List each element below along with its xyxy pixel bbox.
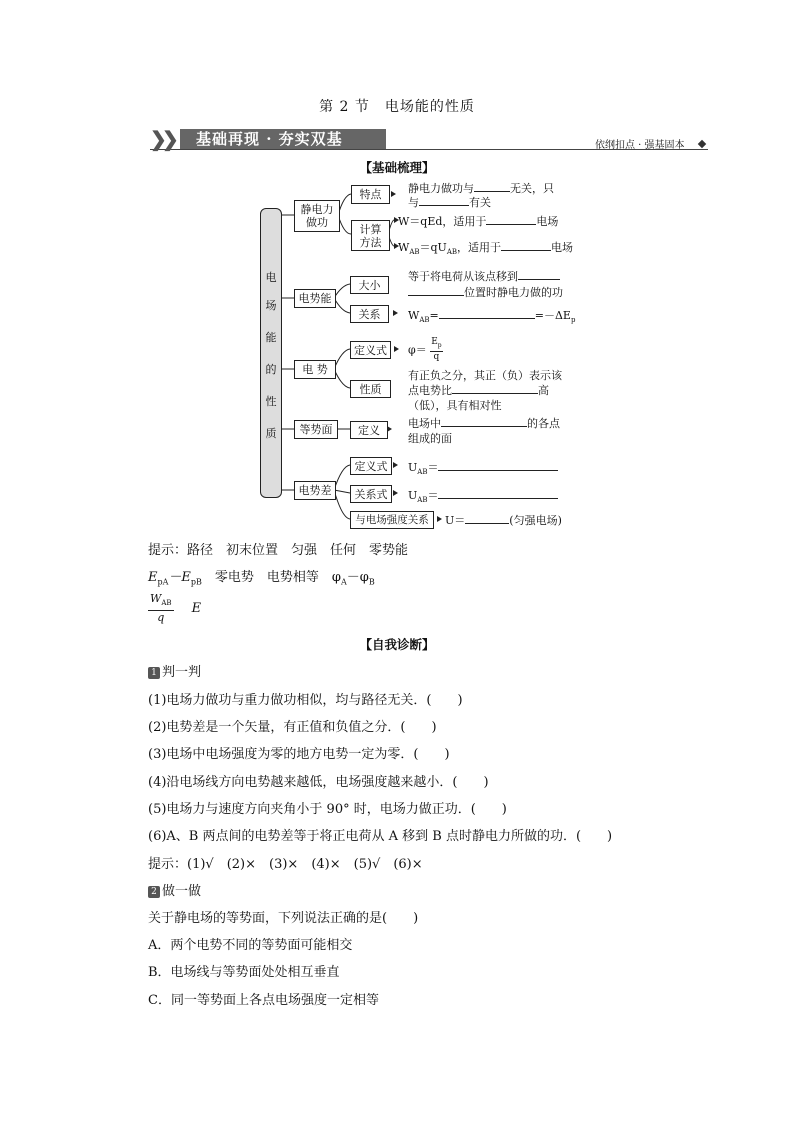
banner-right-text: 依纲扣点 · 强基固本 — [595, 140, 685, 151]
text-calc2: $W_{AB}=qU_{AB}$，适用于 电场 — [398, 241, 574, 257]
text-pd-relation: $U_{AB}=$ — [408, 487, 558, 504]
doit-option: A．两个电势不同的等势面可能相交 — [148, 938, 353, 953]
text-magnitude-line2: 位置时静电力做的功 — [408, 284, 563, 300]
root-char: 电 — [265, 271, 277, 284]
text-property-line3: （低），具有相对性 — [408, 399, 502, 412]
node-pd-relation: 关系式 — [350, 485, 392, 503]
text-magnitude-line1: 等于将电荷从该点移到 — [408, 268, 560, 284]
judge-item: (6)A、B 两点间的电势差等于将正电荷从 A 移到 B 点时静电力所做的功．( ) — [148, 829, 613, 844]
node-feature: 特点 — [351, 185, 390, 204]
root-char: 场 — [265, 299, 277, 312]
doit-question: 关于静电场的等势面，下列说法正确的是( ) — [148, 911, 419, 926]
page-title: 第 2 节 电场能的性质 — [319, 99, 475, 115]
number-badge: 2 — [148, 886, 160, 898]
hint-line-2: $E_{pA}-E_{pB}$ 零电势 电势相等 $\varphi_A-\varphi_B$ — [148, 570, 375, 587]
text-feature-line1: 静电力做功与 无关，只 — [408, 182, 554, 195]
judge-item: (5)电场力与速度方向夹角小于 90° 时，电场力做正功．( ) — [148, 802, 507, 817]
doit-heading: 2 做一做 — [148, 880, 201, 899]
node-calc-label: 计算方法 — [359, 222, 382, 249]
hint-line-3: $W_{AB}$ q E — [150, 592, 202, 625]
mindmap-root — [260, 208, 282, 498]
node-calc-method — [351, 220, 390, 251]
judge-heading: 1 判一判 — [148, 661, 201, 680]
text-eq-line1: 电场中 的各点 — [408, 417, 560, 430]
judge-item: (4)沿电场线方向电势越来越低，电场强度越来越小．( ) — [148, 775, 489, 790]
root-char: 性 — [265, 395, 277, 408]
node-definition: 定义式 — [350, 341, 391, 359]
text-property-line1: 有正负之分，其正（负）表示该 — [408, 369, 562, 382]
judge-item: (3)电场中电场强度为零的地方电势一定为零．( ) — [148, 747, 450, 762]
section-heading-diagnose: 【自我诊断】 — [359, 637, 435, 652]
branch-potential-difference: 电势差 — [294, 481, 336, 500]
node-eq-definition: 定义 — [350, 421, 388, 439]
text-pd-definition: $U_{AB}=$ — [408, 459, 558, 476]
hint-line-1: 提示：路径 初末位置 匀强 任何 零势能 — [148, 543, 409, 558]
node-pd-definition: 定义式 — [350, 457, 392, 475]
banner-left-text: 基础再现 · 夯实双基 — [196, 130, 343, 148]
judge-item: (1)电场力做功与重力做功相似，均与路径无关．( ) — [148, 693, 463, 708]
node-pd-field-relation: 与电场强度关系 — [350, 511, 434, 529]
judge-item: (2)电势差是一个矢量，有正值和负值之分．( ) — [148, 720, 437, 735]
doit-option: B．电场线与等势面处处相互垂直 — [148, 965, 340, 980]
text-property-line2: 点电势比 高 — [408, 384, 549, 397]
branch-static-work — [294, 200, 340, 232]
text-eq-line2: 组成的面 — [408, 432, 452, 445]
text-relation: $W_{AB}= =-\Delta E_p$ — [408, 309, 576, 325]
number-badge: 1 — [148, 667, 160, 679]
node-property: 性质 — [350, 380, 391, 398]
text-pd-field: U＝ (匀强电场) — [445, 514, 562, 527]
doit-option: C．同一等势面上各点电场强度一定相等 — [148, 993, 379, 1008]
branch-potential: 电 势 — [294, 360, 336, 379]
text-calc1: W＝qEd，适用于 电场 — [398, 215, 559, 228]
section-heading-basic: 【基础梳理】 — [359, 160, 435, 175]
node-magnitude: 大小 — [350, 276, 389, 294]
branch-label: 静电力做功 — [300, 203, 334, 229]
root-char: 的 — [265, 363, 277, 376]
node-relation: 关系 — [350, 305, 389, 323]
root-char: 能 — [265, 331, 277, 344]
judge-answer: 提示：(1)√ (2)× (3)× (4)× (5)√ (6)× — [148, 857, 423, 872]
branch-equipotential: 等势面 — [294, 420, 338, 439]
text-feature-line2: 与 有关 — [408, 196, 491, 209]
branch-potential-energy: 电势能 — [294, 289, 336, 308]
chevron-right-icon: ❯ — [150, 127, 167, 151]
chevron-right-icon: ❯ — [162, 127, 179, 151]
text-potential-definition: φ＝ $\frac{E_p}{q}$ — [408, 337, 442, 362]
root-char: 质 — [265, 427, 277, 440]
